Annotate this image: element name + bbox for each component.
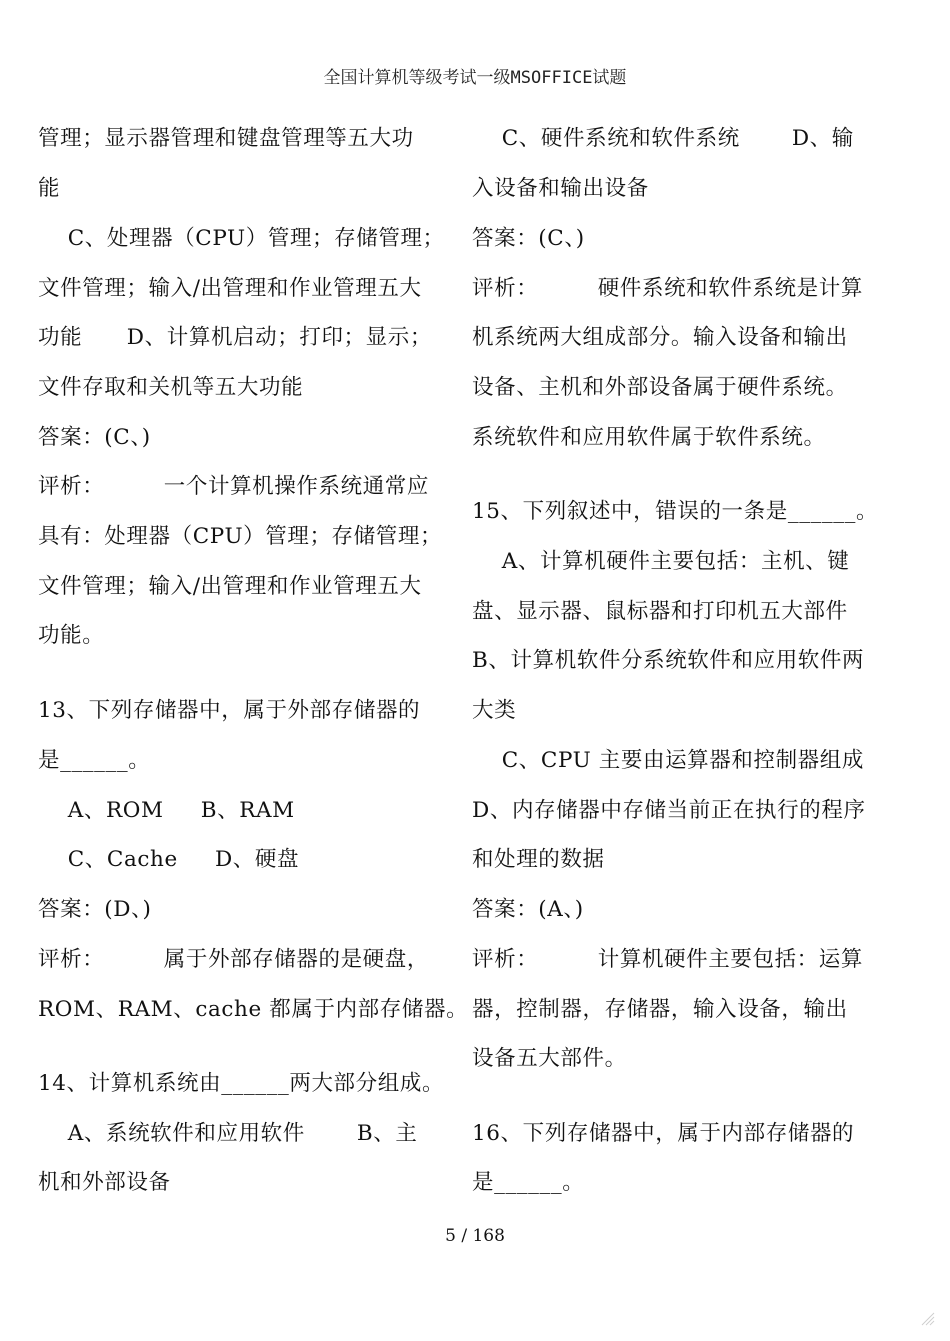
text-line: 机系统两大组成部分。输入设备和输出 [472,325,848,350]
answer-line: 答案：(C、) [38,425,151,450]
text-line: 功能。 [38,623,105,648]
question-line: 14、计算机系统由______两大部分组成。 [38,1071,445,1096]
analysis-line: 评析： 一个计算机操作系统通常应 [38,474,429,499]
text-line: 设备、主机和外部设备属于硬件系统。 [472,375,848,400]
text-line: 功能 D、计算机启动；打印；显示； [38,325,432,350]
option-line: A、系统软件和应用软件 B、主 [38,1121,418,1146]
text-line: 文件管理；输入/出管理和作业管理五大 [38,574,422,599]
text-line: 文件管理；输入/出管理和作业管理五大 [38,276,422,301]
option-line: C、Cache D、硬盘 [38,847,300,872]
option-line: C、CPU 主要由运算器和控制器组成 [472,748,864,773]
text-line: 盘、显示器、鼠标器和打印机五大部件 [472,599,848,624]
option-line: C、硬件系统和软件系统 D、输 [472,126,854,151]
text-line: C、处理器（CPU）管理；存储管理； [38,226,445,251]
text-line: 机和外部设备 [38,1170,171,1195]
page-number: 5 / 168 [445,1226,505,1246]
analysis-line: 评析： 属于外部存储器的是硬盘， [38,947,429,972]
question-line: 13、下列存储器中，属于外部存储器的 [38,698,421,723]
text-line: 和处理的数据 [472,847,605,872]
text-line: 器，控制器，存储器，输入设备，输出 [472,997,848,1022]
option-line: D、内存储器中存储当前正在执行的程序 [472,798,866,823]
text-line: 设备五大部件。 [472,1046,627,1071]
text-line: 管理；显示器管理和键盘管理等五大功 [38,126,414,151]
text-line: ROM、RAM、cache 都属于内部存储器。 [38,997,469,1022]
text-line: 系统软件和应用软件属于软件系统。 [472,425,826,450]
text-line: 大类 [472,698,517,723]
text-line: 入设备和输出设备 [472,176,649,201]
text-line: 文件存取和关机等五大功能 [38,375,304,400]
answer-line: 答案：(D、) [38,897,152,922]
option-line: A、ROM B、RAM [38,798,295,823]
option-line: B、计算机软件分系统软件和应用软件两 [472,648,865,673]
answer-line: 答案：(C、) [472,226,585,251]
page-header: 全国计算机等级考试一级MSOFFICE试题 [323,68,627,88]
question-line: 15、下列叙述中，错误的一条是______。 [472,499,879,524]
question-line: 16、下列存储器中，属于内部存储器的 [472,1121,855,1146]
decorative-corner-icon [920,1311,936,1327]
analysis-line: 评析： 计算机硬件主要包括：运算 [472,947,863,972]
answer-line: 答案：(A、) [472,897,584,922]
analysis-line: 评析： 硬件系统和软件系统是计算 [472,276,863,301]
text-line: 能 [38,176,61,201]
option-line: A、计算机硬件主要包括：主机、键 [472,549,850,574]
text-line: 是______。 [472,1170,585,1195]
text-line: 是______。 [38,748,151,773]
text-line: 具有：处理器（CPU）管理；存储管理； [38,524,443,549]
